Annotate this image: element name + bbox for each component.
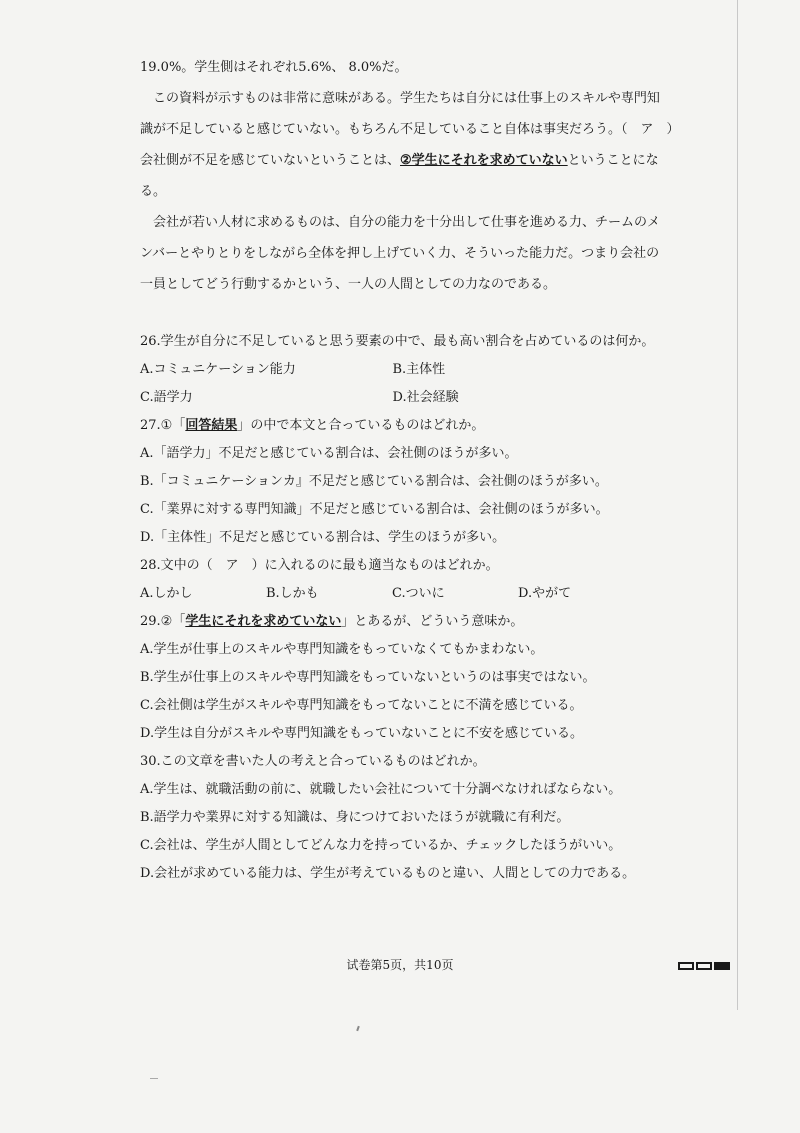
passage-line: る。 (140, 184, 167, 199)
option-c[interactable]: C.「業界に対する専門知識」不足だと感じている割合は、会社側のほうが多い。 (140, 502, 609, 517)
passage-line: この資料が示すものは非常に意味がある。学生たちは自分には仕事上のスキルや専門知 (153, 91, 660, 106)
option-b[interactable]: B.学生が仕事上のスキルや専門知識をもっていないというのは事実ではない。 (140, 670, 596, 685)
option-c[interactable]: C.語学力 (140, 390, 193, 405)
option-a[interactable]: A.学生は、就職活動の前に、就職したい会社について十分調べなければならない。 (140, 782, 622, 797)
page-marker-box (678, 962, 694, 970)
option-a[interactable]: A.「語学力」不足だと感じている割合は、会社側のほうが多い。 (140, 446, 518, 461)
option-row (140, 580, 645, 608)
option-b[interactable]: B.「コミュニケーションカ』不足だと感じている割合は、会社側のほうが多い。 (140, 474, 608, 489)
question-28 (140, 552, 645, 608)
option-c[interactable]: C.会社は、学生が人間としてどんな力を持っているか、チェックしたほうがいい。 (140, 838, 622, 853)
page-marker-boxes (678, 962, 730, 970)
option-c[interactable]: C.ついに (392, 586, 445, 601)
question-stem: 26.学生が自分に不足していると思う要素の中で、最も高い割合を占めているのは何か。 (140, 334, 655, 349)
stem-text: 27.①「 (140, 418, 186, 433)
stem-text: 29.②「 (140, 614, 186, 629)
option-row (140, 384, 645, 412)
scan-speck (356, 1026, 360, 1031)
question-stem: 28.文中の（ ア ）に入れるのに最も適当なものはどれか。 (140, 558, 499, 573)
passage-text: 会社側が不足を感じていないということは、 (140, 153, 401, 168)
option-d[interactable]: D.社会経験 (392, 390, 459, 405)
question-stem (140, 412, 645, 440)
page-marker-box-filled (714, 962, 730, 970)
passage-line: 識が不足していると感じていない。もちろん不足していること自体は事実だろう。（ ア ） (140, 122, 680, 137)
passage-line (140, 145, 659, 176)
question-29 (140, 608, 645, 748)
option-b[interactable]: B.語学力や業界に対する知識は、身につけておいたほうが就職に有利だ。 (140, 810, 570, 825)
option-c[interactable]: C.会社側は学生がスキルや専門知識をもってないことに不満を感じている。 (140, 698, 583, 713)
page-footer: 试卷第5页，共10页 (346, 958, 454, 972)
passage-line: ンバーとやりとりをしながら全体を押し上げていく力、そういった能力だ。つまり会社の (140, 246, 660, 261)
reading-passage (140, 52, 680, 300)
option-d[interactable]: D.会社が求めている能力は、学生が考えているものと違い、人間としての力である。 (140, 866, 636, 881)
passage-line: 会社が若い人材に求めるものは、自分の能力を十分出して仕事を進める力、チームのメ (153, 215, 661, 230)
exam-content (140, 52, 680, 888)
page-edge-line (737, 0, 738, 1010)
option-d[interactable]: D.やがて (518, 586, 572, 601)
question-27 (140, 412, 645, 552)
passage-line: 19.0%。学生側はそれぞれ5.6%、 8.0%だ。 (140, 60, 408, 75)
option-b[interactable]: B.主体性 (392, 362, 446, 377)
scan-speck (150, 1078, 158, 1079)
question-stem: 30.この文章を書いた人の考えと合っているものはどれか。 (140, 754, 486, 769)
passage-text: ということにな (567, 153, 659, 168)
question-stem (140, 608, 645, 636)
question-30 (140, 748, 645, 888)
stem-text: 」の中で本文と合っているものはどれか。 (237, 418, 485, 433)
option-a[interactable]: A.コミュニケーション能力 (140, 362, 296, 377)
underlined-phrase-1: 回答結果 (185, 418, 238, 433)
option-a[interactable]: A.学生が仕事上のスキルや専門知識をもっていなくてもかまわない。 (140, 642, 544, 657)
option-d[interactable]: D.「主体性」不足だと感じている割合は、学生のほうが多い。 (140, 530, 506, 545)
option-d[interactable]: D.学生は自分がスキルや専門知識をもっていないことに不安を感じている。 (140, 726, 583, 741)
option-a[interactable]: A.しかし (140, 586, 193, 601)
question-26 (140, 328, 655, 412)
page-marker-box (696, 962, 712, 970)
option-row (140, 356, 645, 384)
option-b[interactable]: B.しかも (266, 586, 319, 601)
underlined-phrase-2: 学生にそれを求めていない (185, 614, 342, 629)
passage-line: 一員としてどう行動するかという、一人の人間としての力なのである。 (140, 277, 557, 292)
underlined-phrase-2: ②学生にそれを求めていない (400, 153, 568, 168)
stem-text: 」とあるが、どういう意味か。 (341, 614, 524, 629)
